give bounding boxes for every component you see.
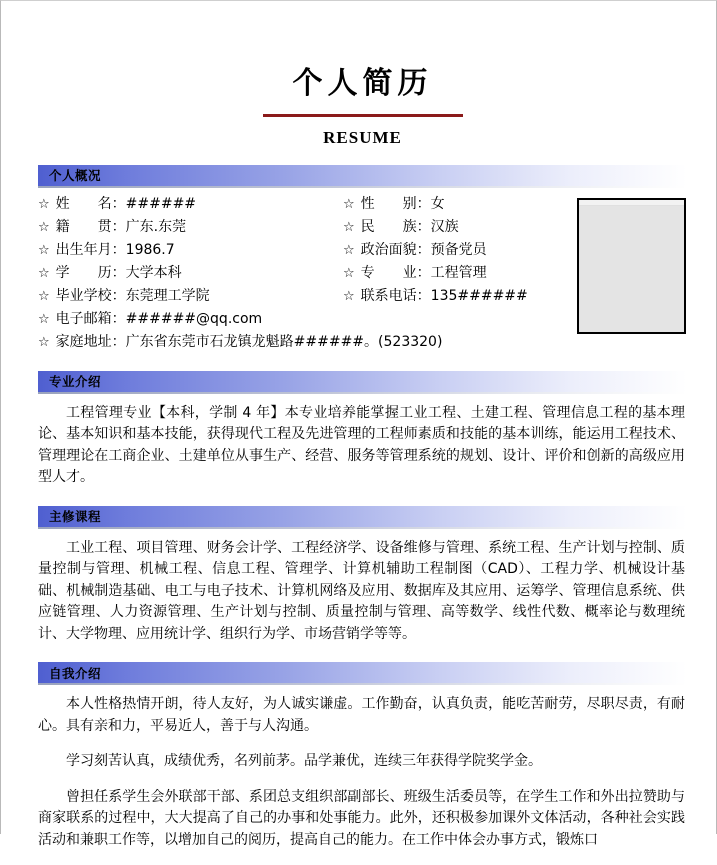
photo-placeholder-inner (579, 200, 684, 206)
star-icon: ☆ (38, 288, 50, 304)
star-icon: ☆ (343, 265, 355, 281)
major-intro-body (38, 403, 687, 489)
star-icon: ☆ (38, 265, 50, 281)
self-intro-body (38, 694, 687, 851)
field-value: 广东省东莞市石龙镇龙魁路######。(523320) (125, 333, 443, 350)
field-label: 毕业学校： (55, 287, 126, 304)
title-divider (263, 114, 463, 117)
section-underline-main-courses (38, 527, 687, 529)
field-value: 工程管理 (430, 264, 487, 281)
page-title: 个人简历 (292, 66, 433, 101)
field-label: 民 族： (360, 218, 431, 235)
field-hometown (38, 216, 343, 239)
section-title-major-intro: 专业介绍 (49, 374, 102, 389)
star-icon: ☆ (38, 334, 50, 350)
paragraph: 工业工程、项目管理、财务会计学、工程经济学、设备维修与管理、系统工程、生产计划与控制、质量控制与管理、机械工程、信息工程、管理学、计算机辅助工程制图（CAD）、工程力学、机械设计基础、机械制造基础、电工与电子技术、计算机网络及应用、数据库及其应用、运筹学、管理信息系统、供应链管理、人力资源管理、生产计划与控制、质量控制与管理、高等数学、线性代数、概率论与数理统计、大学物理、应用统计学、组织行为学、市场营销学等等。 (38, 539, 685, 642)
field-phone (343, 285, 571, 308)
field-label: 专 业： (360, 264, 431, 281)
field-value: 135###### (430, 287, 528, 304)
field-value: 1986.7 (125, 241, 175, 258)
field-school (38, 285, 343, 308)
star-icon: ☆ (343, 288, 355, 304)
field-value: 预备党员 (430, 241, 487, 258)
star-icon: ☆ (343, 219, 355, 235)
main-courses-body (38, 538, 687, 646)
star-icon: ☆ (38, 311, 50, 327)
section-underline-major-intro (38, 392, 687, 394)
field-name (38, 193, 343, 216)
field-major (343, 262, 571, 285)
field-label: 籍 贯： (55, 218, 126, 235)
field-home-address (38, 331, 687, 354)
section-header-major-intro (38, 371, 687, 392)
field-label: 姓 名： (55, 195, 126, 212)
overview-column-left (38, 193, 343, 308)
field-ethnicity (343, 216, 571, 239)
star-icon: ☆ (38, 219, 50, 235)
field-label: 性 别： (360, 195, 431, 212)
field-label: 家庭地址： (55, 333, 126, 350)
field-value: 汉族 (430, 218, 459, 235)
field-value: 广东.东莞 (125, 218, 187, 235)
field-value: ###### (125, 195, 197, 212)
field-value: 大学本科 (125, 264, 182, 281)
resume-content (38, 1, 687, 865)
star-icon: ☆ (38, 242, 50, 258)
field-value: 女 (430, 195, 445, 212)
field-value: 东莞理工学院 (125, 287, 210, 304)
section-underline-self-intro (38, 683, 687, 685)
page-subtitle: RESUME (323, 127, 402, 147)
section-header-self-intro (38, 662, 687, 683)
section-header-overview (38, 165, 687, 186)
paragraph: 工程管理专业【本科，学制 4 年】本专业培养能掌握工业工程、土建工程、管理信息工程的基本理论、基本知识和基本技能，获得现代工程及先进管理的工程师素质和技能的基本训练，能运用工程技术、管理理论在工商企业、土建单位从事生产、经营、服务等管理系统的规划、设计、评价和创新的高级应用型人才。 (38, 404, 685, 485)
star-icon: ☆ (343, 196, 355, 212)
paragraph: 学习刻苦认真，成绩优秀，名列前茅。品学兼优，连续三年获得学院奖学金。 (66, 753, 542, 769)
paragraph: 本人性格热情开朗，待人友好，为人诚实谦虚。工作勤奋，认真负责，能吃苦耐劳，尽职尽责，有耐心。具有亲和力，平易近人，善于与人沟通。 (38, 696, 685, 734)
field-label: 出生年月： (55, 241, 126, 258)
photo-placeholder (577, 198, 686, 334)
star-icon: ☆ (343, 242, 355, 258)
field-label: 电子邮箱： (55, 310, 126, 327)
title-block (38, 1, 687, 148)
field-label: 联系电话： (360, 287, 431, 304)
field-gender (343, 193, 571, 216)
overview-block (38, 188, 687, 354)
field-education (38, 262, 343, 285)
field-label: 学 历： (55, 264, 126, 281)
field-label: 政治面貌： (360, 241, 431, 258)
overview-column-right (343, 193, 571, 308)
section-title-overview: 个人概况 (49, 168, 102, 183)
section-header-main-courses (38, 506, 687, 527)
section-title-self-intro: 自我介绍 (49, 665, 102, 681)
field-birth-date (38, 239, 343, 262)
field-value: ######@qq.com (125, 310, 263, 327)
section-title-main-courses: 主修课程 (49, 509, 102, 524)
paragraph: 曾担任系学生会外联部干部、系团总支组织部副部长、班级生活委员等，在学生工作和外出拉赞助与商家联系的过程中，大大提高了自己的办事和处事能力。此外，还积极参加课外文体活动，各种社会实践活动和兼职工作等，以增加自己的阅历，提高自己的能力。在工作中体会办事方式，锻炼口 (38, 788, 685, 848)
field-political-status (343, 239, 571, 262)
star-icon: ☆ (38, 196, 50, 212)
